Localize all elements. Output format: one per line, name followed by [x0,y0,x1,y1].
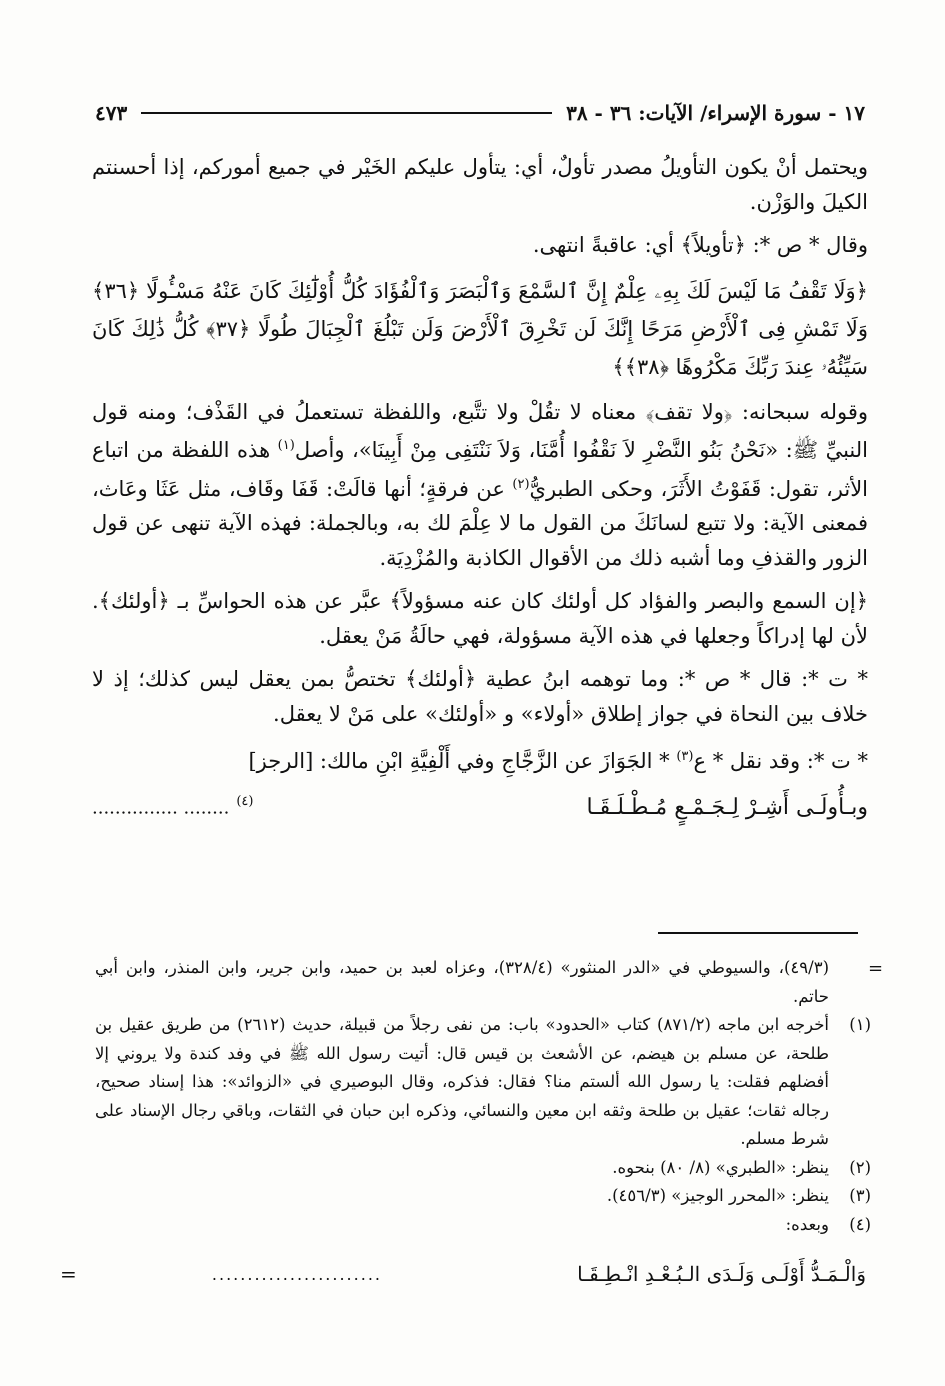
footnote-num-blank [829,954,871,1011]
paragraph-2: وقال * ص *: ﴿تأويلاً﴾ أي: عاقبةً انتهى. [532,233,868,257]
paragraph-6 [92,740,868,779]
footnote-poem-line [60,1262,866,1286]
footnote-text: أخرجه ابن ماجه (٨٧١/٢) كتاب «الحدود» باب: من نفى رجلاً من قبيلة، حديث (٢٦١٢) من طريق عقيل بن طلحة، عن مسلم بن هيضم، عن الأشعث بن قيس قال: أتيت رسول الله ﷺ في وفد كندة ولا يروني إلا أفضلهم فقلت: يا رسول الله ألستم منا؟ فقال: فذكره، وقال البوصيري في «الزوائد»: هذا إسناد صحيح، رجاله ثقات؛ عقيل بن طلحة وثقه ابن معين والنسائي، وذكره ابن حبان في الثقات، وباقي رجال الإسناد على شرط مسلم. [95,1015,829,1148]
footnote-number: (٤) [849,1214,871,1234]
header-rule [141,112,552,114]
paragraph-6-part-a: * ت *: وقد نقل * ع [693,749,868,773]
paragraph-3-part-a: وقوله سبحانه: ﴿ولا تقف﴾ معناه لا تقُلْ ولا تتَّبع، واللفظة تستعملُ في القَذْف؛ ومنه قول النبيِّ ﷺ: «نَحْنُ بَنُو النَّضْرِ لاَ نَقْفُوا أُمَّنَا، وَلاَ نَنْتَفِى مِنْ أَبِينَا»، وأصل [92,399,868,462]
poem-hemistich: وبـأُولَـى أَشِـرْ لِـجَـمْـعٍ مُـطْـلَـقَـا [586,794,868,820]
footnote-1 [95,1011,871,1154]
poem-line [92,785,868,826]
footnote-number: (١) [849,1015,871,1034]
footnotes [95,954,871,1239]
footnote-poem-dots: ........................ [211,1264,382,1284]
paragraph-3 [92,395,868,576]
paragraph-6-part-b: * الجَوَازَ عن الزَّجَّاجِ وفي أَلْفِيَّةِ ابْنِ مالك: [الرجز] [248,749,677,773]
paragraph-5: * ت *: قال * ص *: وما توهمه ابنُ عطية ﴿أولئك﴾ تختصُّ بمن يعقل ليس كذلك؛ إذ لا خلاف بين النحاة في جواز إطلاق «أولاء» و «أولئك» على مَنْ لا يعقل. [92,667,868,726]
paragraph-3-part-c: عن فرقةٍ؛ أنها قالَتْ: قَفَا وقَاف، مثل عَثَا وعَاث، فمعنى الآية: ولا تتبع لسانَكَ من القول ما لا عِلْمَ لك به، وبالجملة: فهذه الآية تنهى عن قول الزور والقذفِ وما أشبه ذلك من الأقوال الكاذبة والمُزْدِيَة. [92,476,868,570]
footnote-ref-4[interactable]: (٤) [236,793,254,809]
running-header [95,96,865,130]
footnote-number: (٣) [849,1186,871,1205]
footnote-number: (٢) [849,1157,871,1177]
footnote-ref-1[interactable]: (١) [277,438,295,453]
footnote-2 [95,1154,871,1183]
paragraph-4: ﴿إن السمع والبصر والفؤاد كل أولئك كان عنه مسؤولاً﴾ عبَّر عن هذه الحواسِّ بـ ﴿أولئك﴾. لأن لها إدراكاً وجعلها في هذه الآية مسؤولة، فهي حالَةُ مَنْ يعقل. [92,589,868,648]
footnote-text: ينظر: «المحرر الوجيز» (٤٥٦/٣). [606,1186,829,1205]
footnote-poem-hemistich: وَالْـمَـدُّ أَوْلَـى وَلَـدَى الـبُـعْـدِ انْـطِـقَـا [577,1262,866,1286]
main-text [92,150,868,825]
footnote-text: ينظر: «الطبري» (٨/ ٨٠) بنحوه. [612,1157,829,1177]
footnote-ref-3[interactable]: (٣) [676,749,694,764]
paragraph-3-part-b: هذه اللفظة من اتباع الأثر، تقول: قَفَوْتُ الأَثَرَ، وحكى الطبريُّ [92,438,869,501]
poem-continuation [92,785,253,826]
footnote-text: وبعده: [785,1214,829,1234]
continuation-marker: = [868,958,884,979]
poem-dots: ........ ............... [92,796,230,818]
header-title: ١٧ - سورة الإسراء/ الآيات: ٣٦ - ٣٨ [566,101,865,125]
footnote-separator [658,932,858,934]
footnote-continuation [95,954,871,1011]
footnote-continuation-text: (٤٩/٣)، والسيوطي في «الدر المنثور» (٣٢٨/٤)، وعزاه لعبد بن حميد، وابن جرير، وابن المنذر، وابن أبي حاتم. [95,958,829,1006]
footnote-4 [95,1211,871,1240]
end-marker: = [60,1262,77,1286]
page-number: ٤٧٣ [95,101,128,125]
footnote-3 [95,1182,871,1211]
quran-verse: ﴿وَلَا تَقْفُ مَا لَيْسَ لَكَ بِهِۦ عِلْمٌ إِنَّ ٱلسَّمْعَ وَٱلْبَصَرَ وَٱلْفُؤَادَ كُلُّ أُوْلَٰٓئِكَ كَانَ عَنْهُ مَسْـُٔولًا ﴿٣٦﴾ وَلَا تَمْشِ فِى ٱلْأَرْضِ مَرَحًا إِنَّكَ لَن تَخْرِقَ ٱلْأَرْضَ وَلَن تَبْلُغَ ٱلْجِبَالَ طُولًا ﴿٣٧﴾ كُلُّ ذَٰلِكَ كَانَ سَيِّئُهُۥ عِندَ رَبِّكَ مَكْرُوهًا ﴿٣٨﴾﴾ [92,278,868,379]
paragraph-1: ويحتمل أنْ يكون التأويلُ مصدر تأولٌ، أي: يتأول عليكم الخَيْر في جميع أموركم، إذا أحسنتم الكيلَ والوَزْن. [92,155,868,214]
footnote-ref-2[interactable]: (٢) [512,476,530,492]
